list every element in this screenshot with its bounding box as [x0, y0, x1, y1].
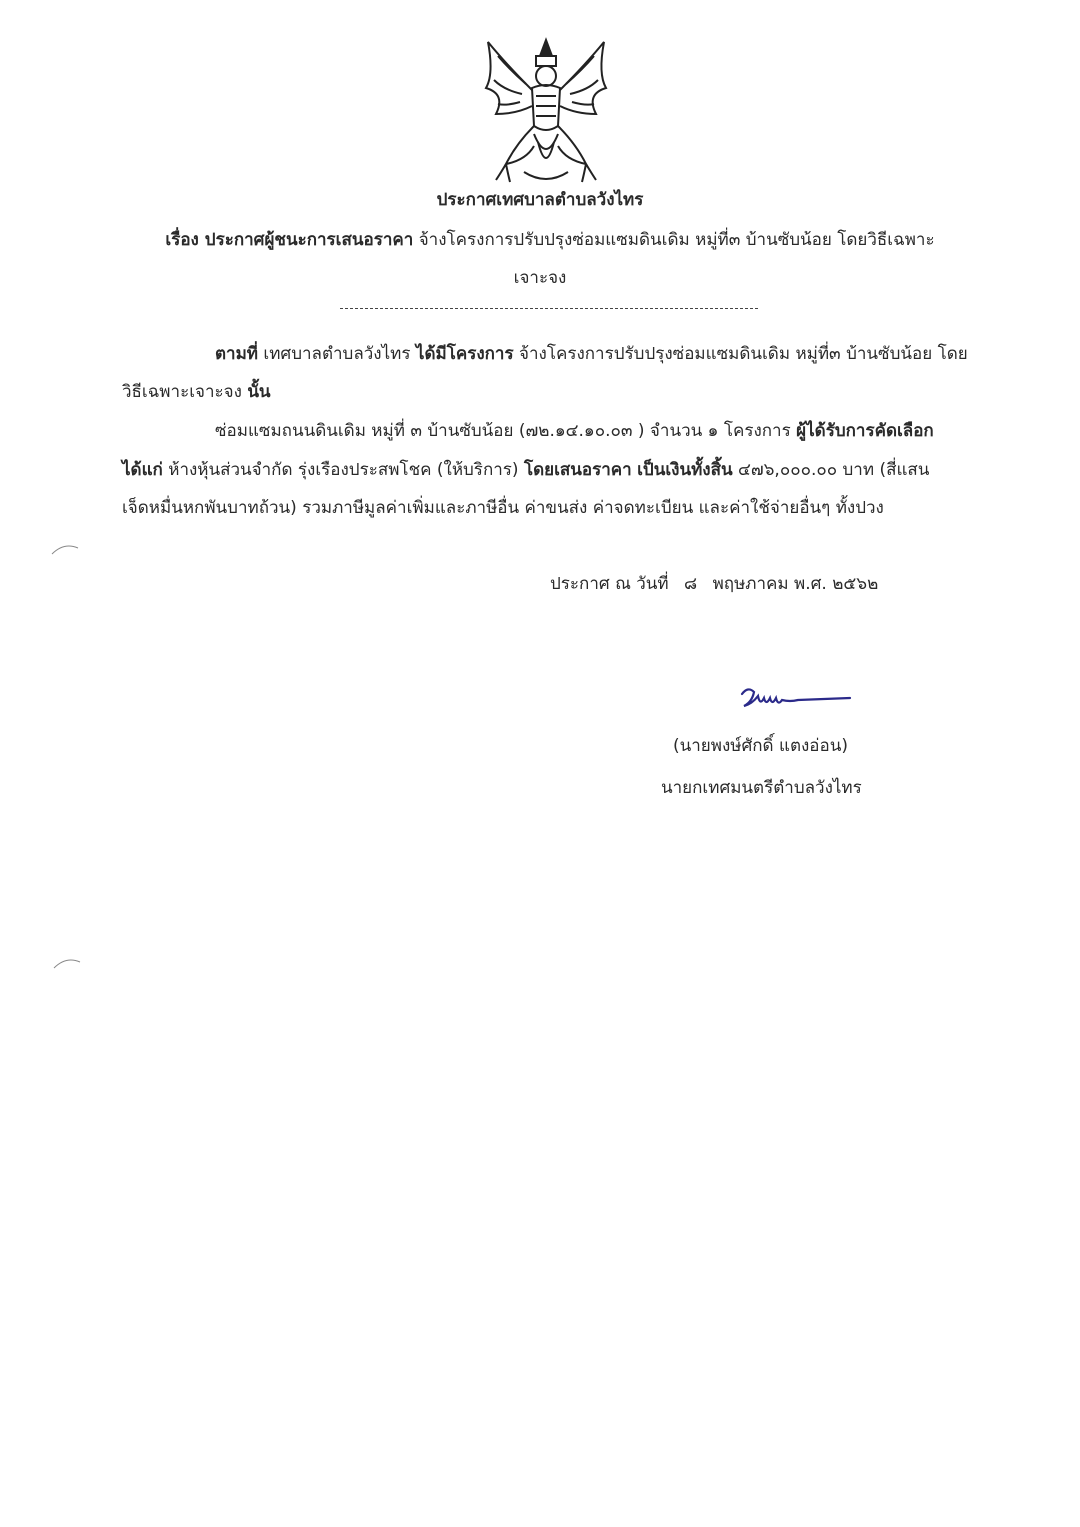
- p1-method: วิธีเฉพาะเจาะจง: [122, 382, 242, 402]
- p2-price-label: โดยเสนอราคา: [523, 460, 632, 480]
- signer-position: นายกเทศมนตรีตำบลวังไทร: [661, 778, 862, 798]
- announcement-date: [550, 572, 878, 596]
- p2-selected-label: ผู้ได้รับการคัดเลือก: [796, 421, 934, 441]
- handwritten-signature: [738, 684, 854, 712]
- p2-total-label: เป็นเงินทั้งสิ้น: [637, 460, 733, 480]
- subject-label: เรื่อง ประกาศผู้ชนะการเสนอราคา: [165, 230, 414, 250]
- paragraph-2-line-2: [122, 458, 929, 482]
- date-month-year: พฤษภาคม พ.ศ. ๒๕๖๒: [712, 574, 879, 594]
- p1-end: นั้น: [247, 382, 271, 402]
- p1-lead: ตามที่: [215, 344, 258, 364]
- p1-has-project: ได้มีโครงการ: [415, 344, 514, 364]
- document-title: ประกาศเทศบาลตำบลวังไทร: [436, 190, 644, 210]
- p2-amount: ๔๗๖,๐๐๐.๐๐ บาท (สี่แสน: [737, 460, 930, 480]
- paragraph-1-line-2: [122, 380, 271, 404]
- garuda-emblem: [476, 34, 616, 186]
- p1-agency: เทศบาลตำบลวังไทร: [263, 344, 411, 364]
- date-day: ๘: [684, 574, 698, 594]
- paragraph-2-line-3: เจ็ดหมื่นหกพันบาทถ้วน) รวมภาษีมูลค่าเพิ่มและภาษีอื่น ค่าขนส่ง ค่าจดทะเบียน และค่าใช้จ่ายอื่นๆ ทั้งปวง: [122, 498, 884, 518]
- paragraph-2-line-1: [215, 419, 934, 443]
- punch-hole-mark-upper: [50, 542, 82, 556]
- divider: [340, 308, 758, 309]
- p1-project: จ้างโครงการปรับปรุงซ่อมแซมดินเดิม หมู่ที่๓ บ้านซับน้อย โดย: [519, 344, 968, 364]
- p2-winner-label: ได้แก่: [122, 460, 163, 480]
- subject-continuation: เจาะจง: [513, 268, 567, 288]
- subject-line: [140, 228, 960, 252]
- signer-name: (นายพงษ์ศักดิ์ แตงอ่อน): [673, 736, 848, 756]
- punch-hole-mark-lower: [52, 956, 84, 970]
- p2-winner: ห้างหุ้นส่วนจำกัด รุ่งเรืองประสพโชค (ให้บริการ): [168, 460, 519, 480]
- subject-text: จ้างโครงการปรับปรุงซ่อมแซมดินเดิม หมู่ที่๓ บ้านซับน้อย โดยวิธีเฉพาะ: [418, 230, 935, 250]
- paragraph-1-line-1: [215, 342, 968, 366]
- date-prefix: ประกาศ ณ วันที่: [550, 574, 669, 594]
- p2-item: ซ่อมแซมถนนดินเดิม หมู่ที่ ๓ บ้านซับน้อย (๗๒.๑๔.๑๐.๐๓ ) จำนวน ๑ โครงการ: [215, 421, 791, 441]
